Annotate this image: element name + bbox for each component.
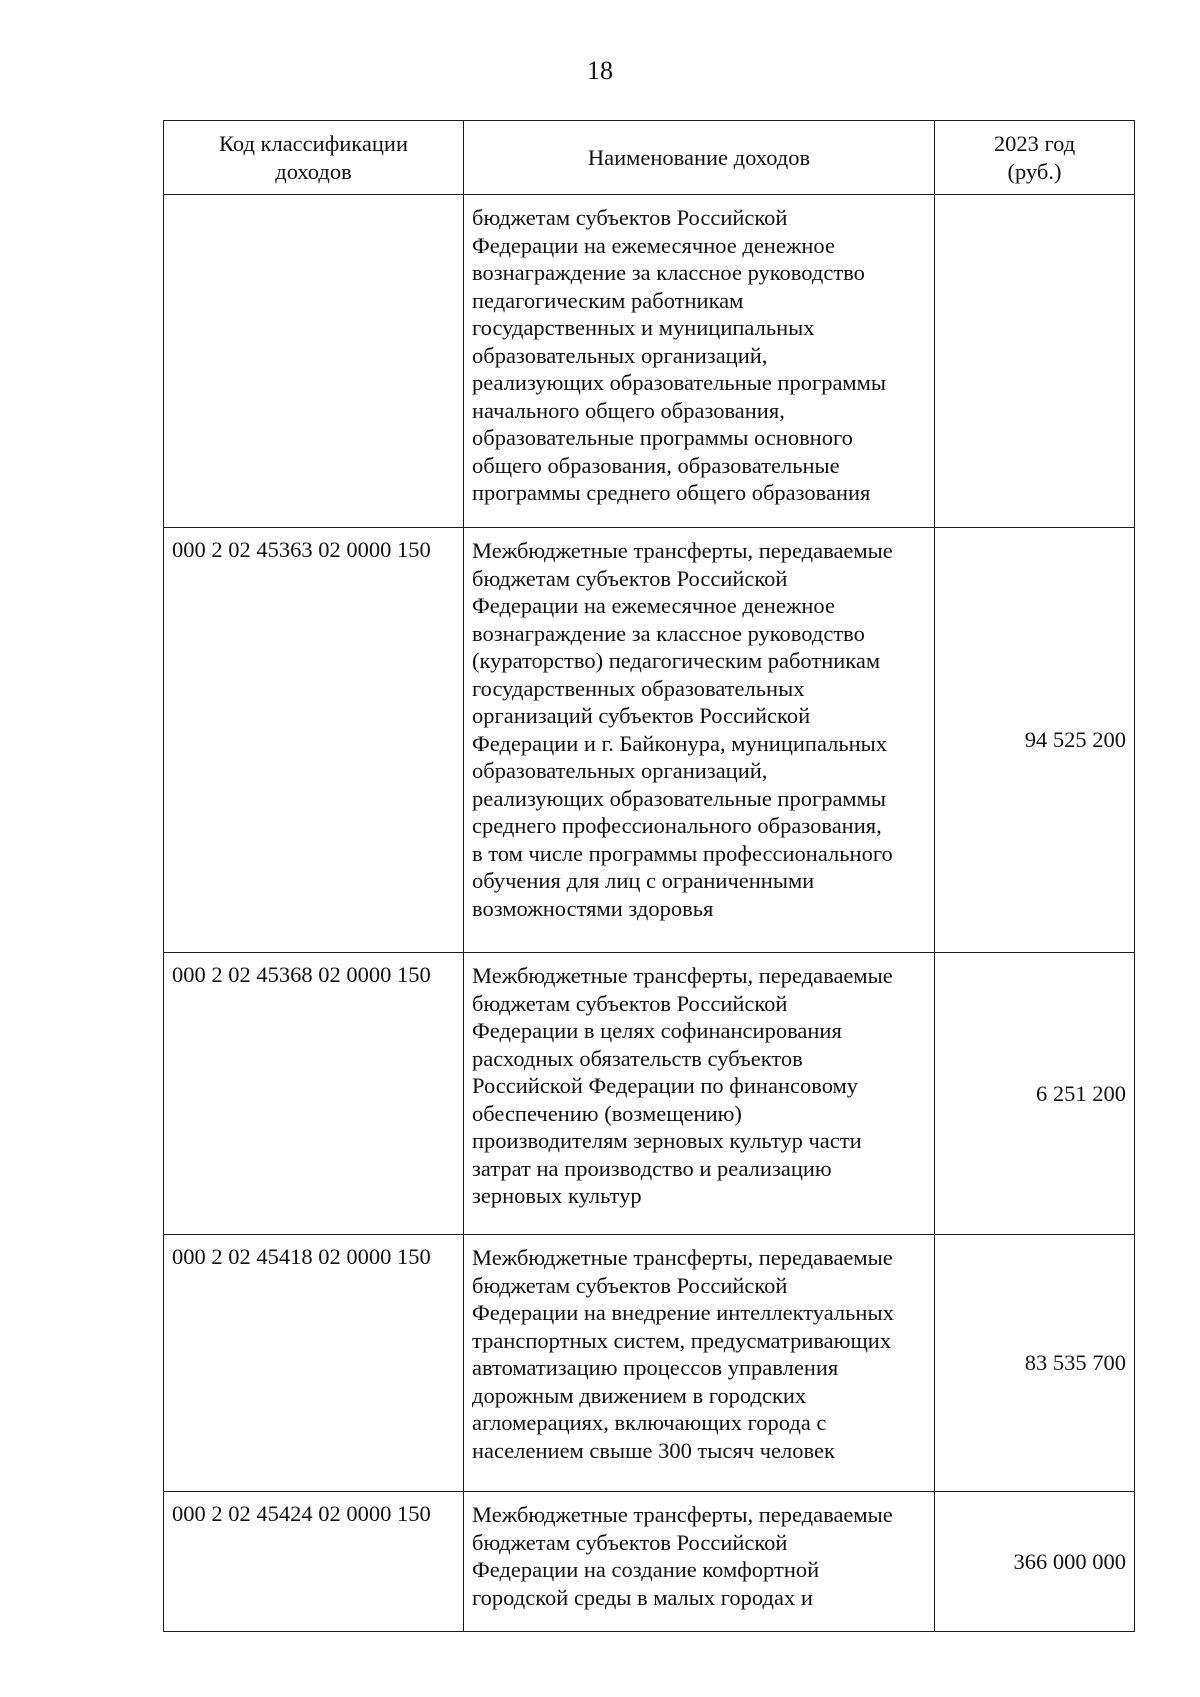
table-row [164,195,1135,528]
row-name-line: Межбюджетные трансферты, передаваемые [472,1245,893,1270]
row-name-line: вознаграждение за классное руководство [472,620,865,646]
row-code: 000 2 02 45424 02 0000 150 [164,1492,464,1632]
row-amount [935,195,1135,528]
row-name-line: Федерации на создание комфортной [472,1557,820,1582]
row-name-line: государственных образовательных [472,675,805,701]
row-name-line: Федерации на внедрение интеллектуальных [472,1300,894,1325]
row-name-line: бюджетам субъектов Российской [472,1272,788,1298]
row-name-line: Федерации на ежемесячное денежное [472,593,835,618]
row-name-line: реализующих образовательные программы [472,785,887,811]
row-code [164,195,464,528]
row-code: 000 2 02 45418 02 0000 150 [164,1235,464,1492]
table-body [164,195,1135,1632]
row-name-line: производителям зерновых культур части [472,1128,862,1153]
row-name-line: Межбюджетные трансферты, передаваемые [472,1502,893,1527]
row-name-line: общего образования, образовательные [472,452,840,478]
row-name [464,953,935,1235]
header-amount [935,121,1135,195]
row-name-line: вознаграждение за классное руководство [472,260,865,285]
header-amount-line: (руб.) [1007,158,1062,184]
row-name-line: бюджетам субъектов Российской [472,205,788,230]
row-name-line: педагогическим работникам [472,287,744,313]
row-name-line: образовательных организаций, [472,758,768,783]
row-name-line: обучения для лиц с ограниченными [472,868,815,893]
row-name-line: Федерации на ежемесячное денежное [472,232,835,258]
row-name-line: в том числе программы профессионального [472,840,893,866]
table-row [164,953,1135,1235]
row-name-line: дорожным движением в городских [472,1382,807,1408]
row-name-line: агломерациях, включающих города с [472,1410,827,1435]
row-name-line: образовательных организаций, [472,342,768,368]
revenue-table [163,120,1135,1632]
row-name-line: возможностями здоровья [472,895,714,921]
row-name-line: государственных и муниципальных [472,315,815,340]
row-amount: 94 525 200 [935,528,1135,953]
row-name-line: затрат на производство и реализацию [472,1155,832,1181]
row-name [464,1235,935,1492]
row-name-line: начального общего образования, [472,397,785,423]
row-code: 000 2 02 45363 02 0000 150 [164,528,464,953]
header-code [164,121,464,195]
header-name: Наименование доходов [464,121,935,195]
row-name-line: образовательные программы основного [472,425,853,450]
row-name-line: организаций субъектов Российской [472,703,811,728]
row-name-line: бюджетам субъектов Российской [472,990,788,1016]
row-name-line: обеспечению (возмещению) [472,1100,742,1126]
row-amount: 366 000 000 [935,1492,1135,1632]
row-name-line: Федерации и г. Байконура, муниципальных [472,730,888,756]
row-name [464,1492,935,1632]
header-code-line: Код классификации [218,131,409,156]
row-name-line: бюджетам субъектов Российской [472,565,788,591]
row-code: 000 2 02 45368 02 0000 150 [164,953,464,1235]
page-number: 18 [587,56,613,85]
row-name-line: (кураторство) педагогическим работникам [472,648,881,673]
row-name-line: зерновых культур [472,1183,642,1208]
row-name-line: программы среднего общего образования [472,480,871,505]
row-amount: 83 535 700 [935,1235,1135,1492]
table-header [164,121,1135,195]
table-row [164,1235,1135,1492]
table-row [164,1492,1135,1632]
header-code-line: доходов [275,158,352,184]
row-name-line: среднего профессионального образования, [472,813,882,838]
row-name-line: автоматизацию процессов управления [472,1355,839,1380]
row-amount: 6 251 200 [935,953,1135,1235]
row-name [464,195,935,528]
row-name-line: Межбюджетные трансферты, передаваемые [472,538,893,563]
row-name-line: расходных обязательств субъектов [472,1045,803,1071]
row-name-line: реализующих образовательные программы [472,370,887,395]
row-name-line: транспортных систем, предусматривающих [472,1327,892,1353]
row-name [464,528,935,953]
row-name-line: Межбюджетные трансферты, передаваемые [472,963,893,988]
row-name-line: населением свыше 300 тысяч человек [472,1437,835,1463]
header-amount-line: 2023 год [993,131,1076,156]
row-name-line: Российской Федерации по финансовому [472,1073,859,1098]
table-row [164,528,1135,953]
row-name-line: городской среды в малых городах и [472,1584,813,1610]
row-name-line: Федерации в целях софинансирования [472,1018,842,1043]
row-name-line: бюджетам субъектов Российской [472,1529,788,1555]
header-row [164,121,1135,195]
